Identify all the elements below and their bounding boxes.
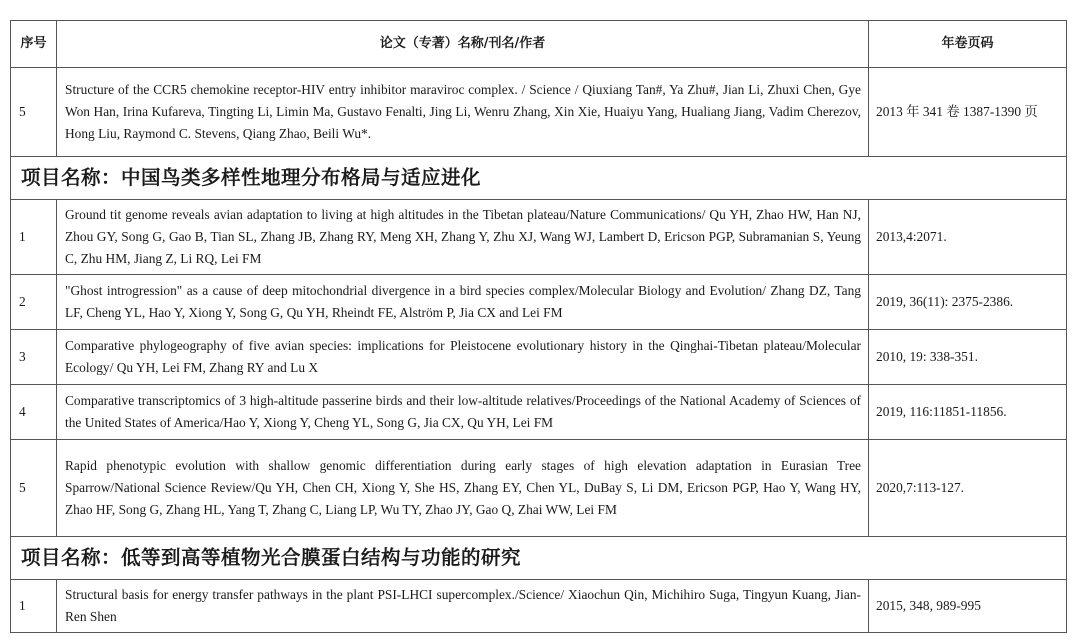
row-volume: 2010, 19: 338-351. [869,330,1067,385]
header-no: 序号 [11,21,57,68]
row-number: 5 [11,68,57,157]
section-title: 项目名称：低等到高等植物光合膜蛋白结构与功能的研究 [11,537,1067,580]
row-volume: 2020,7:113-127. [869,440,1067,537]
header-title: 论文（专著）名称/刊名/作者 [57,21,869,68]
table-header-row [11,21,1067,68]
row-reference: "Ghost introgression" as a cause of deep mitochondrial divergence in a bird species complex/Molecular Biology and Evolution/ Zhang DZ, Tang LF, Cheng YL, Hao Y, Xiong Y, Song G, Qu YH, Rheindt FE, Alström P, Jia CX and Lei FM [57,275,869,330]
row-number: 1 [11,580,57,633]
row-reference: Comparative phylogeography of five avian species: implications for Pleistocene evolutionary history in the Qinghai-Tibetan plateau/Molecular Ecology/ Qu YH, Lei FM, Zhang RY and Lu X [57,330,869,385]
table-row [11,330,1067,385]
section-title: 项目名称：中国鸟类多样性地理分布格局与适应进化 [11,157,1067,200]
row-number: 4 [11,385,57,440]
row-reference: Structure of the CCR5 chemokine receptor-HIV entry inhibitor maraviroc complex. / Science / Qiuxiang Tan#, Ya Zhu#, Jian Li, Zhuxi Chen, Gye Won Han, Irina Kufareva, Tingting Li, Limin Ma, Gustavo Fenalti, Jing Li, Wenru Zhang, Xin Xie, Huaiyu Yang, Hualiang Jiang, Vadim Cherezov, Hong Liu, Raymond C. Stevens, Qiang Zhao, Beili Wu*. [57,68,869,157]
row-volume: 2015, 348, 989-995 [869,580,1067,633]
table-row [11,580,1067,633]
table-body [11,68,1067,633]
row-reference: Ground tit genome reveals avian adaptation to living at high altitudes in the Tibetan plateau/Nature Communications/ Qu YH, Zhao HW, Han NJ, Zhou GY, Song G, Gao B, Tian SL, Zhang JB, Zhang RY, Meng XH, Zhang Y, Zhu XJ, Wang WJ, Lambert D, Ericson PGP, Subramanian S, Yeung C, Zhu HM, Jiang Z, Li RQ, Lei FM [57,200,869,275]
section-row [11,537,1067,580]
table-row [11,275,1067,330]
row-number: 1 [11,200,57,275]
table-row [11,200,1067,275]
row-volume: 2019, 116:11851-11856. [869,385,1067,440]
row-volume: 2019, 36(11): 2375-2386. [869,275,1067,330]
row-number: 3 [11,330,57,385]
table-row [11,385,1067,440]
table-row [11,68,1067,157]
row-reference: Comparative transcriptomics of 3 high-altitude passerine birds and their low-altitude relatives/Proceedings of the National Academy of Sciences of the United States of America/Hao Y, Xiong Y, Cheng YL, Song G, Jia CX, Qu YH, Lei FM [57,385,869,440]
publication-table [10,20,1067,633]
header-volume: 年卷页码 [869,21,1067,68]
row-volume: 2013,4:2071. [869,200,1067,275]
row-reference: Structural basis for energy transfer pathways in the plant PSI-LHCI supercomplex./Science/ Xiaochun Qin, Michihiro Suga, Tingyun Kuang, Jian-Ren Shen [57,580,869,633]
row-volume: 2013 年 341 卷 1387-1390 页 [869,68,1067,157]
table-row [11,440,1067,537]
row-reference: Rapid phenotypic evolution with shallow genomic differentiation during early stages of high elevation adaptation in Eurasian Tree Sparrow/National Science Review/Qu YH, Chen CH, Xiong Y, She HS, Zhang EY, Chen YL, DuBay S, Li DM, Ericson PGP, Hao Y, Wang HY, Zhao HF, Song G, Zhang HL, Yang T, Zhang C, Liang LP, Wu TY, Zhao JY, Gao Q, Zhai WW, Lei FM [57,440,869,537]
row-number: 5 [11,440,57,537]
row-number: 2 [11,275,57,330]
publication-table-container [10,20,1066,633]
section-row [11,157,1067,200]
